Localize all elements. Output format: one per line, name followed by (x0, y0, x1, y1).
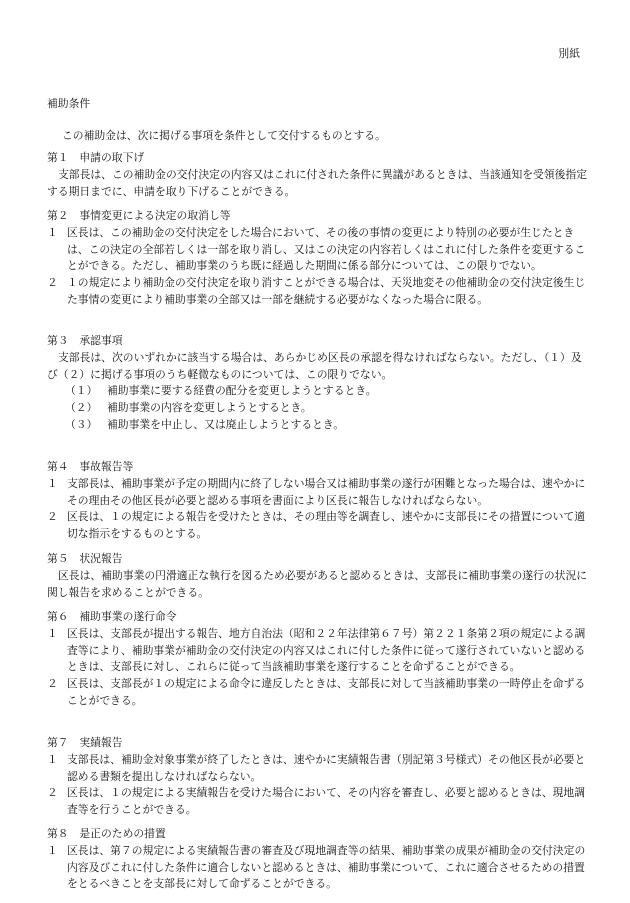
section-2 (47, 208, 592, 309)
item-text: 補助事業を中止し、又は廃止しようとするとき。 (107, 417, 345, 431)
item-text: 区長は、第７の規定による実績報告書の審査及び現地調査等の結果、補助事業の成果が補助金の交付決定の内容及びこれに付した条件に適合しないと認めるときは、補助事業について、これに適合させるための措置をとるべきことを支部長に対して命ずることができる。 (67, 843, 586, 891)
item-text: 補助事業に要する経費の配分を変更しようとするとき。 (107, 384, 377, 398)
section-title: 第２ 事情変更による決定の取消し等 (47, 209, 231, 222)
section-7 (47, 735, 592, 819)
list-item (47, 400, 592, 417)
list-item (47, 676, 592, 710)
annex-label: 別紙 (558, 47, 580, 60)
section-title: 第１ 申請の取下げ (47, 151, 145, 164)
section-title: 第５ 状況報告 (47, 552, 123, 565)
item-number: １ (47, 626, 58, 640)
list-item (47, 785, 592, 819)
item-number: １ (47, 225, 58, 239)
list-item (47, 417, 592, 434)
item-text: 支部長は、補助金対象事業が終了したときは、速やかに実績報告書（別記第３号様式）その他区長が必要と認める書類を提出しなければならない。 (67, 752, 586, 783)
section-title: 第７ 実績報告 (47, 736, 123, 749)
item-number: ２ (47, 510, 58, 524)
item-text: 区長は、支部長が提出する報告、地方自治法（昭和２２年法律第６７号）第２２１条第２項の規定による調査等により、補助事業が補助金の交付決定の内容又はこれに付した条件に従って遂行されていないと認めるときは、支部長に対し、これらに従って当該補助事業を遂行することを命ずることができる。 (67, 626, 586, 674)
section-title: 第８ 是正のための措置 (47, 827, 166, 840)
section-title: 第４ 事故報告等 (47, 460, 134, 473)
section-6 (47, 609, 592, 710)
list-item (47, 383, 592, 400)
item-text: １の規定により補助金の交付決定を取り消すことができる場合は、天災地変その他補助金の交付決定後生じた事情の変更により補助事業の全部又は一部を継続する必要がなくなった場合に限る。 (67, 276, 586, 306)
section-title: 第６ 補助事業の遂行命令 (47, 610, 177, 623)
item-text: 支部長は、補助事業が予定の期間内に終了しない場合又は補助事業の遂行が困難となった場合は、速やかにその理由その他区長が必要と認める事項を書面により区長に報告しなければならない。 (67, 476, 586, 507)
section-3 (47, 333, 592, 434)
section-body: 区長は、補助事業の円滑適正な執行を図るため必要があると認めるときは、支部長に補助事業の遂行の状況に関し報告を求めることができる。 (47, 568, 588, 599)
section-8 (47, 826, 592, 893)
item-text: 区長は、この補助金の交付決定をした場合において、その後の事情の変更により特別の必要が生じたときは、この決定の全部若しくは一部を取り消し、又はこの決定の内容若しくはこれに付した条件を変更することができる。ただし、補助事業のうち既に経過した期間に係る部分については、この限りでない。 (67, 225, 586, 273)
section-body: 支部長は、次のいずれかに該当する場合は、あらかじめ区長の承認を得なければならない。ただし、（１）及び（２）に掲げる事項のうち軽微なものについては、この限りでない。 (47, 350, 582, 381)
list-item (47, 275, 592, 309)
item-text: 区長は、支部長が１の規定による命令に違反したときは、支部長に対して当該補助事業の一時停止を命ずることができる。 (67, 677, 586, 707)
section-1 (47, 150, 592, 200)
item-number: １ (47, 843, 58, 857)
item-number: （２） (65, 401, 98, 415)
list-item (47, 752, 592, 786)
item-number: １ (47, 476, 58, 490)
item-number: （３） (65, 417, 98, 431)
list-item (47, 843, 592, 893)
section-body: 支部長は、この補助金の交付決定の内容又はこれに付された条件に異議があるときは、当該通知を受領後指定する期日までに、申請を取り下げることができる。 (47, 167, 588, 198)
section-4 (47, 459, 592, 543)
list-item (47, 626, 592, 676)
item-text: 区長は、１の規定による実績報告を受けた場合において、その内容を審査し、必要と認めるときは、現地調査等を行うことができる。 (67, 786, 586, 817)
item-number: ２ (47, 677, 58, 691)
document-heading: 補助条件 (47, 97, 91, 110)
item-number: ２ (47, 786, 58, 800)
item-number: ２ (47, 276, 58, 290)
section-title: 第３ 承認事項 (47, 334, 123, 347)
item-number: １ (47, 752, 58, 766)
list-item (47, 476, 592, 510)
item-number: （１） (65, 384, 98, 398)
intro-text: この補助金は、次に掲げる事項を条件として交付するものとする。 (62, 129, 386, 142)
item-text: 補助事業の内容を変更しようとするとき。 (107, 401, 312, 415)
list-item (47, 225, 592, 275)
item-text: 区長は、１の規定による報告を受けたときは、その理由等を調査し、速やかに支部長にその措置について適切な指示をするものとする。 (67, 510, 586, 541)
section-5 (47, 551, 592, 601)
list-item (47, 509, 592, 543)
